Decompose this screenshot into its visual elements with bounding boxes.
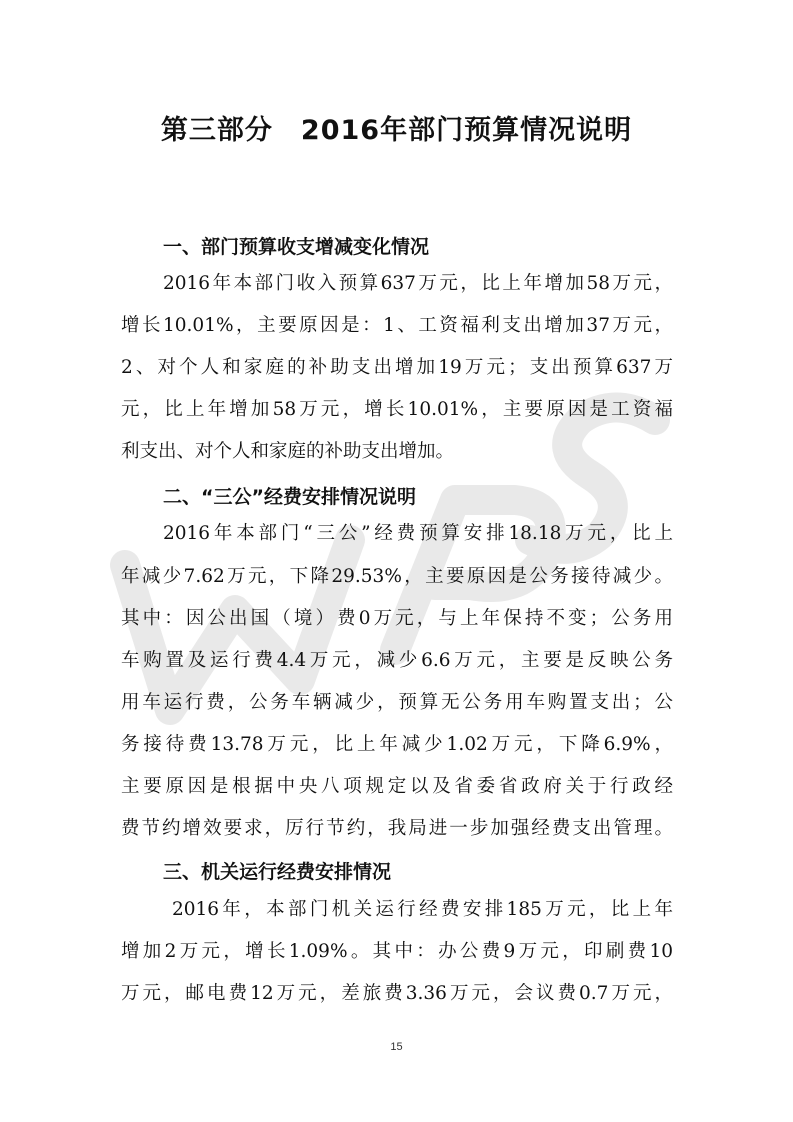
page-number: 15: [390, 1041, 403, 1053]
paragraph-line: 2、对个人和家庭的补助支出增加19万元；支出预算637万: [121, 357, 673, 378]
section-heading-three-public: 二、“三公”经费安排情况说明: [163, 486, 416, 508]
paragraph-line: 用车运行费，公务车辆减少，预算无公务用车购置支出；公: [121, 692, 673, 713]
paragraph-line: 年减少7.62万元，下降29.53%，主要原因是公务接待减少。: [121, 566, 673, 587]
paragraph-line: 2016年，本部门机关运行经费安排185万元，比上年: [172, 899, 673, 920]
paragraph-line: 元，比上年增加58万元，增长10.01%，主要原因是工资福: [121, 399, 673, 420]
paragraph-line: 2016年本部门收入预算637万元，比上年增加58万元，: [163, 273, 673, 294]
paragraph-line: 万元，邮电费12万元，差旅费3.36万元，会议费0.7万元，: [121, 983, 673, 1004]
paragraph-line: 增长10.01%，主要原因是：1、工资福利支出增加37万元，: [121, 315, 673, 336]
paragraph-line: 主要原因是根据中央八项规定以及省委省政府关于行政经: [121, 776, 673, 797]
section-heading-operating-costs: 三、机关运行经费安排情况: [163, 861, 392, 883]
wps-watermark: [95, 380, 675, 740]
section-heading-budget-changes: 一、部门预算收支增减变化情况: [163, 236, 430, 258]
paragraph-line: 利支出、对个人和家庭的补助支出增加。: [121, 441, 455, 462]
paragraph-line: 增加2万元，增长1.09%。其中：办公费9万元，印刷费10: [121, 941, 673, 962]
paragraph-line: 费节约增效要求，厉行节约，我局进一步加强经费支出管理。: [121, 818, 673, 839]
paragraph-line: 务接待费13.78万元，比上年减少1.02万元，下降6.9%，: [121, 734, 673, 755]
paragraph-line: 2016年本部门“三公”经费预算安排18.18万元，比上: [163, 523, 673, 544]
paragraph-line: 其中：因公出国（境）费0万元，与上年保持不变；公务用: [121, 608, 673, 629]
page-title: 第三部分 2016年部门预算情况说明: [160, 115, 633, 146]
paragraph-line: 车购置及运行费4.4万元，减少6.6万元，主要是反映公务: [121, 650, 673, 671]
